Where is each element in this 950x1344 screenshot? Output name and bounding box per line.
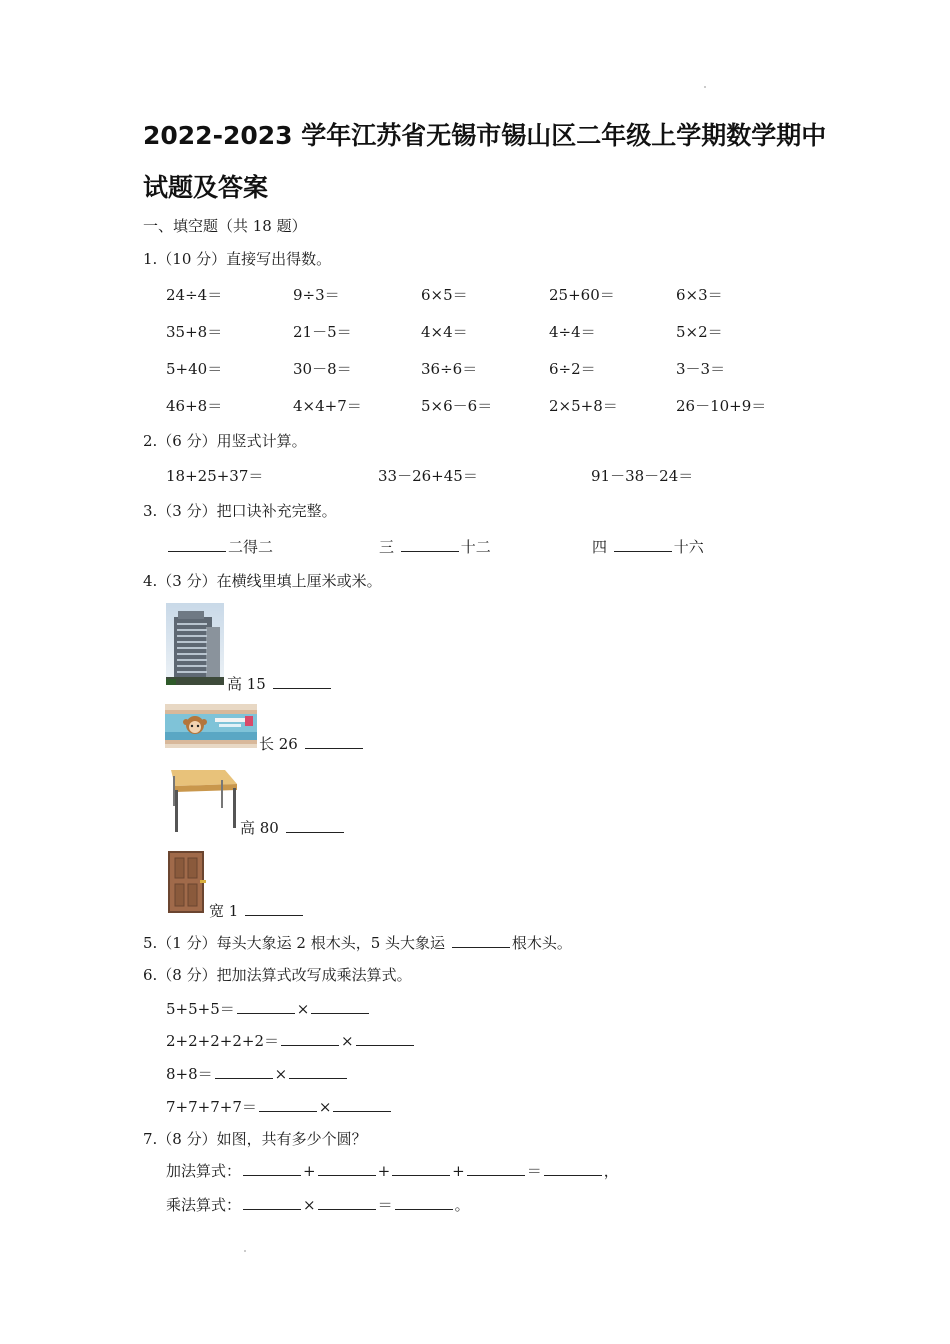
q7-mul-row: 乘法算式： × ＝ 。: [166, 1196, 470, 1214]
q1-item: 6÷2＝: [549, 360, 596, 378]
answer-blank[interactable]: [395, 1195, 453, 1210]
q1-item: 24÷4＝: [166, 286, 223, 304]
answer-blank[interactable]: [289, 1064, 347, 1079]
doc-title-line2: 试题及答案: [143, 173, 269, 202]
q1-item: 4÷4＝: [549, 323, 596, 341]
q2-item: 91－38－24＝: [591, 467, 694, 485]
answer-blank[interactable]: [168, 537, 226, 552]
q6-row: 7+7+7+7＝ ×: [166, 1097, 393, 1117]
q2-item: 18+25+37＝: [166, 467, 264, 485]
q4-door-text: 宽 1: [209, 901, 305, 921]
scan-dot: [244, 1250, 246, 1252]
answer-blank[interactable]: [243, 1161, 301, 1176]
q1-item: 6×5＝: [421, 286, 468, 304]
q1-item: 2×5+8＝: [549, 397, 618, 415]
q6-row: 8+8＝ ×: [166, 1064, 349, 1084]
answer-blank[interactable]: [318, 1161, 376, 1176]
q1-item: 36÷6＝: [421, 360, 478, 378]
answer-blank[interactable]: [311, 999, 369, 1014]
q3-item-a: 二得二: [166, 537, 273, 557]
pencil-case-image: [165, 704, 257, 748]
answer-blank[interactable]: [259, 1097, 317, 1112]
q1-item: 4×4+7＝: [293, 397, 362, 415]
q4-building-text: 高 15: [227, 674, 333, 694]
answer-blank[interactable]: [286, 818, 344, 833]
answer-blank[interactable]: [392, 1161, 450, 1176]
table-image: [165, 766, 239, 834]
q1-item: 3－3＝: [676, 360, 726, 378]
answer-blank[interactable]: [614, 537, 672, 552]
q6-row: 5+5+5＝ ×: [166, 999, 371, 1019]
answer-blank[interactable]: [243, 1195, 301, 1210]
q1-item: 25+60＝: [549, 286, 615, 304]
q7-stem: 7.（8 分）如图，共有多少个圆？: [143, 1130, 367, 1148]
answer-blank[interactable]: [333, 1097, 391, 1112]
q1-item: 5×6－6＝: [421, 397, 493, 415]
q1-item: 5+40＝: [166, 360, 223, 378]
answer-blank[interactable]: [544, 1161, 602, 1176]
q1-item: 9÷3＝: [293, 286, 340, 304]
q1-item: 26－10+9＝: [676, 397, 767, 415]
answer-blank[interactable]: [273, 674, 331, 689]
answer-blank[interactable]: [281, 1031, 339, 1046]
answer-blank[interactable]: [245, 901, 303, 916]
q1-item: 30－8＝: [293, 360, 352, 378]
answer-blank[interactable]: [215, 1064, 273, 1079]
q2-item: 33－26+45＝: [378, 467, 478, 485]
answer-blank[interactable]: [452, 933, 510, 948]
answer-blank[interactable]: [237, 999, 295, 1014]
q1-stem: 1.（10 分）直接写出得数。: [143, 250, 332, 268]
q4-stem: 4.（3 分）在横线里填上厘米或米。: [143, 572, 382, 590]
q3-item-b: 三 十二: [379, 538, 491, 556]
answer-blank[interactable]: [318, 1195, 376, 1210]
answer-blank[interactable]: [401, 537, 459, 552]
q6-row: 2+2+2+2+2＝ ×: [166, 1031, 416, 1051]
q6-stem: 6.（8 分）把加法算式改写成乘法算式。: [143, 966, 412, 984]
q4-table-text: 高 80: [240, 818, 346, 838]
q5-text: 5.（1 分）每头大象运 2 根木头，5 头大象运 根木头。: [143, 934, 572, 952]
q1-item: 21－5＝: [293, 323, 352, 341]
q1-item: 6×3＝: [676, 286, 723, 304]
section-heading: 一、填空题（共 18 题）: [143, 217, 307, 235]
q2-stem: 2.（6 分）用竖式计算。: [143, 432, 307, 450]
answer-blank[interactable]: [467, 1161, 525, 1176]
answer-blank[interactable]: [356, 1031, 414, 1046]
q1-item: 46+8＝: [166, 397, 223, 415]
scan-dot: [704, 86, 706, 88]
q1-item: 5×2＝: [676, 323, 723, 341]
q1-item: 4×4＝: [421, 323, 468, 341]
building-image: [166, 603, 224, 685]
doc-title-line1: 2022-2023 学年江苏省无锡市锡山区二年级上学期数学期中: [143, 121, 827, 150]
q1-item: 35+8＝: [166, 323, 223, 341]
answer-blank[interactable]: [305, 734, 363, 749]
q7-add-row: 加法算式： + + + ＝ ，: [166, 1162, 619, 1180]
door-image: [167, 851, 207, 913]
q3-item-c: 四 十六: [592, 538, 704, 556]
q3-stem: 3.（3 分）把口诀补充完整。: [143, 502, 337, 520]
q4-pencilcase-text: 长 26: [259, 734, 365, 754]
